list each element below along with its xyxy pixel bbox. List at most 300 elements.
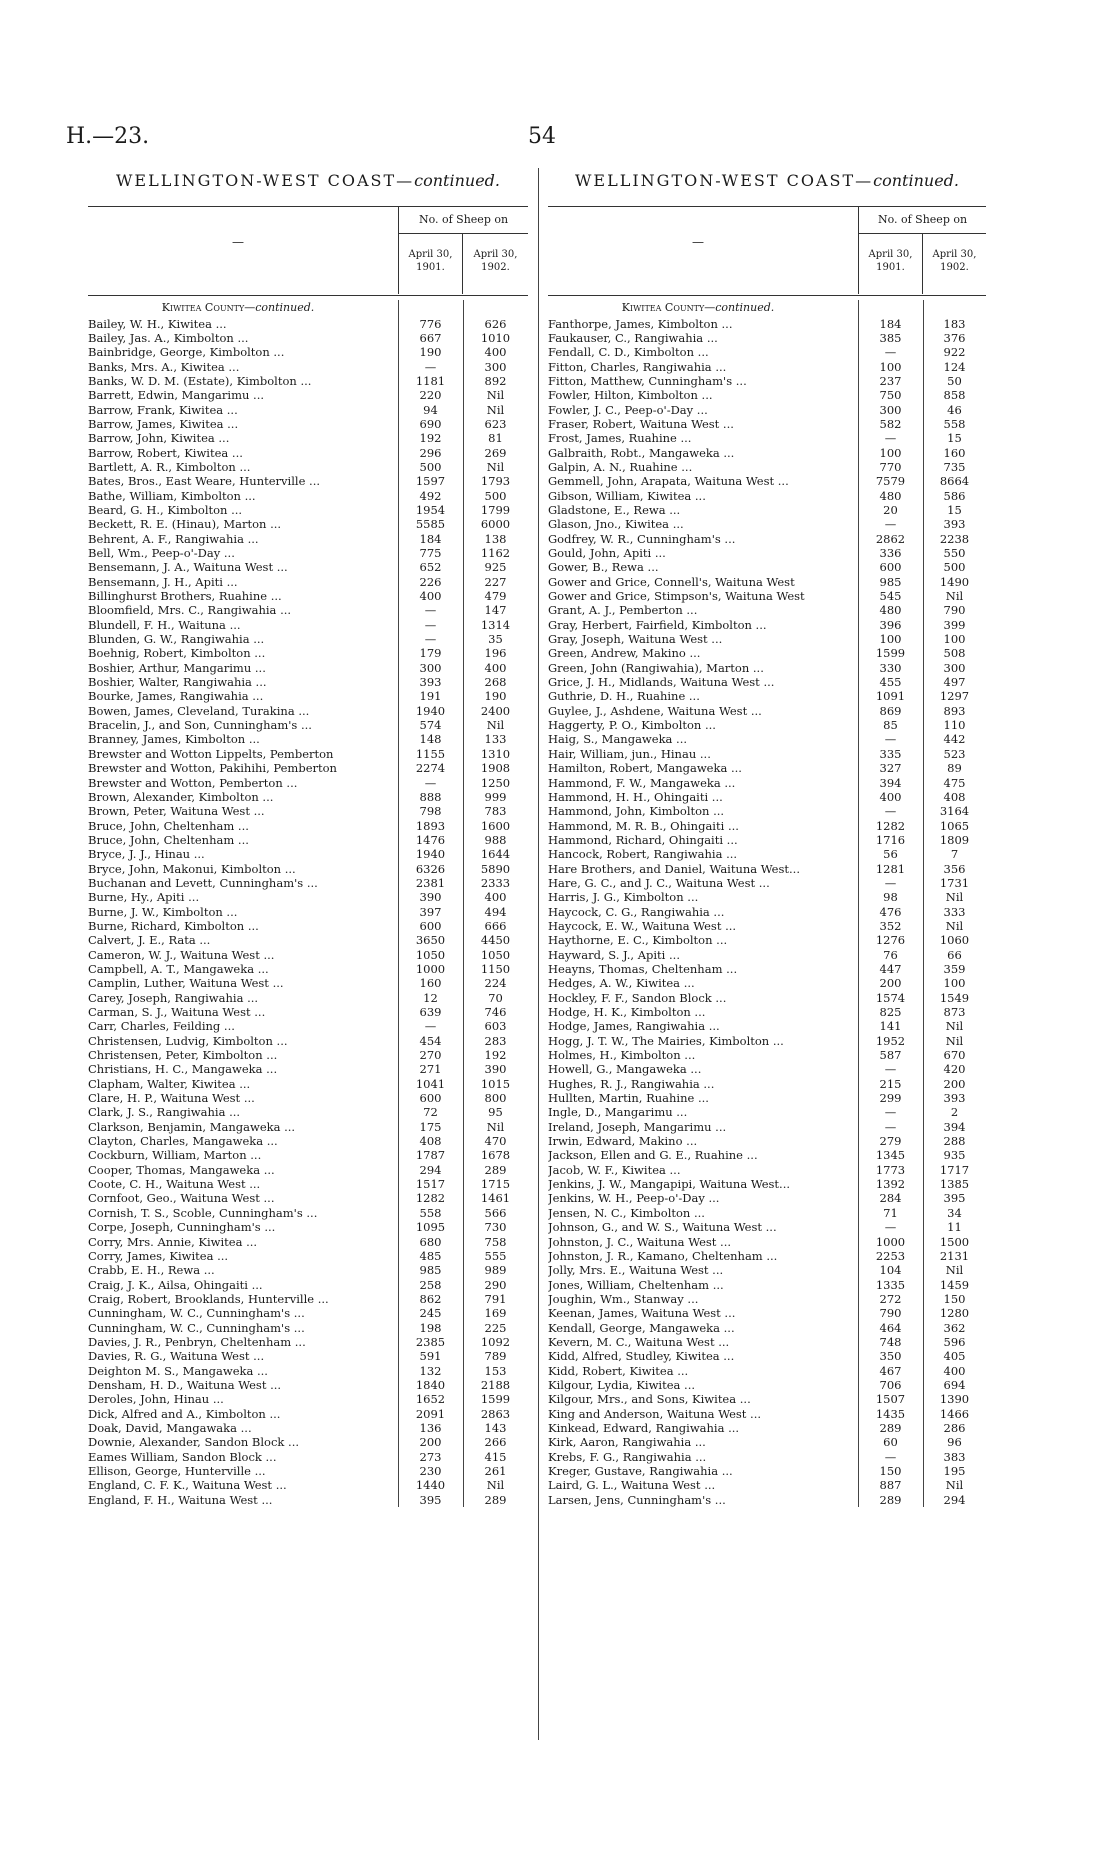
table-row xyxy=(88,1306,528,1320)
owner-name: Grice, J. H., Midlands, Waituna West ... xyxy=(548,675,775,690)
sheep-1902: 791 xyxy=(484,1291,507,1306)
table-row xyxy=(548,417,986,431)
owner-name: Kilgour, Mrs., and Sons, Kiwitea ... xyxy=(548,1392,751,1407)
sheep-1902: 500 xyxy=(484,488,507,503)
sheep-1902: 15 xyxy=(947,431,962,446)
owner-name: Davies, R. G., Waituna West ... xyxy=(88,1349,265,1364)
owner-name: Kilgour, Lydia, Kiwitea ... xyxy=(548,1377,696,1392)
sheep-1901: 72 xyxy=(423,1105,438,1120)
owner-name: Hammond, Richard, Ohingaiti ... xyxy=(548,832,738,847)
sheep-1901: 200 xyxy=(879,976,902,991)
table-row xyxy=(88,1407,528,1421)
owner-name: Ellison, George, Hunterville ... xyxy=(88,1464,266,1478)
owner-name: Gower and Grice, Connell's, Waituna West xyxy=(548,574,795,589)
sheep-1901: 574 xyxy=(419,718,442,733)
table-body xyxy=(88,300,528,1507)
table-row xyxy=(548,991,986,1005)
owner-name: Kreger, Gustave, Rangiwahia ... xyxy=(548,1464,733,1478)
sheep-1902: 224 xyxy=(484,976,507,991)
sheep-1901: 100 xyxy=(879,359,902,374)
owner-name: Carman, S. J., Waituna West ... xyxy=(88,1005,266,1019)
sheep-1901: 98 xyxy=(883,890,898,905)
table-row xyxy=(88,1493,528,1507)
sheep-1902: 2131 xyxy=(939,1248,970,1263)
owner-name: Hayward, S. J., Apiti ... xyxy=(548,947,680,962)
sheep-1901: 215 xyxy=(879,1076,902,1091)
table-row xyxy=(548,1292,986,1306)
owner-name: Bloomfield, Mrs. C., Rangiwahia ... xyxy=(88,603,292,618)
table-row xyxy=(548,962,986,976)
table-row xyxy=(548,1349,986,1363)
sheep-1901: 492 xyxy=(419,488,442,503)
owner-name: Galbraith, Robt., Mangaweka ... xyxy=(548,445,735,460)
owner-name: Carr, Charles, Feilding ... xyxy=(88,1019,235,1034)
sheep-1901: 480 xyxy=(879,488,902,503)
owner-name: Corry, James, Kiwitea ... xyxy=(88,1248,229,1263)
owner-name: Gladstone, E., Rewa ... xyxy=(548,502,681,517)
sheep-1901: 71 xyxy=(883,1205,898,1220)
table-row xyxy=(548,374,986,388)
owner-name: Jenkins, W. H., Peep-o'-Day ... xyxy=(548,1191,720,1206)
sheep-1901: 327 xyxy=(879,761,902,776)
sheep-1902: 96 xyxy=(947,1435,962,1450)
sheep-1902: 400 xyxy=(484,890,507,905)
table-row xyxy=(548,948,986,962)
sheep-1902: Nil xyxy=(486,459,505,474)
sheep-1901: 464 xyxy=(879,1320,902,1335)
sheep-1902: 1490 xyxy=(939,574,970,589)
owner-name: England, F. H., Waituna West ... xyxy=(88,1492,273,1507)
sheep-1901: 1574 xyxy=(875,990,906,1005)
owner-name: Guthrie, D. H., Ruahine ... xyxy=(548,689,700,704)
county-name: Kiwitea County— xyxy=(161,301,256,314)
table-row xyxy=(88,618,528,632)
sheep-1901: 582 xyxy=(879,416,902,431)
owner-name: Camplin, Luther, Waituna West ... xyxy=(88,976,284,991)
sheep-1902: 2863 xyxy=(480,1406,511,1421)
sheep-1901: 190 xyxy=(419,345,442,360)
sheep-1901: 775 xyxy=(419,546,442,560)
sheep-1902: 988 xyxy=(484,832,507,847)
sheep-1901: 1787 xyxy=(415,1148,446,1163)
table-row xyxy=(548,474,986,488)
table-row xyxy=(88,1191,528,1205)
sheep-1902: 1600 xyxy=(480,818,511,833)
owner-name: Holmes, H., Kimbolton ... xyxy=(548,1048,696,1063)
sheep-1902: 46 xyxy=(947,402,962,417)
sheep-1901: 7579 xyxy=(875,474,906,489)
table-row xyxy=(88,1077,528,1091)
table-row xyxy=(88,1321,528,1335)
sheep-1901: — xyxy=(424,1019,437,1034)
sheep-1902: 147 xyxy=(484,603,507,618)
sheep-1902: 603 xyxy=(484,1019,507,1034)
table-row xyxy=(548,689,986,703)
table-row xyxy=(88,1349,528,1363)
owner-name: Hare, G. C., and J. C., Waituna West ... xyxy=(548,875,770,890)
owner-name: Laird, G. L., Waituna West ... xyxy=(548,1478,716,1493)
owner-name: Bourke, James, Rangiwahia ... xyxy=(88,689,264,704)
owner-name: Irwin, Edward, Makino ... xyxy=(548,1134,698,1149)
county-heading xyxy=(548,300,848,317)
owner-name: Christensen, Ludvig, Kimbolton ... xyxy=(88,1033,288,1048)
sheep-1901: 294 xyxy=(419,1162,442,1177)
sheep-1901: 1940 xyxy=(415,847,446,862)
sheep-1902: 283 xyxy=(484,1033,507,1048)
sheep-1902: 3164 xyxy=(939,804,970,819)
sheep-1901: 350 xyxy=(879,1349,902,1364)
sheep-1901: 270 xyxy=(419,1048,442,1063)
owner-name: Bensemann, J. A., Waituna West ... xyxy=(88,560,288,575)
table-row xyxy=(88,905,528,919)
sheep-1902: 1280 xyxy=(939,1306,970,1321)
sheep-1901: 175 xyxy=(419,1119,442,1134)
sheep-1901: 85 xyxy=(883,718,898,733)
owner-name: Hullten, Martin, Ruahine ... xyxy=(548,1091,709,1106)
table-row xyxy=(88,890,528,904)
sheep-count-group-header: No. of Sheep on xyxy=(398,207,528,234)
sheep-1901: — xyxy=(884,345,897,360)
owner-name: Cooper, Thomas, Mangaweka ... xyxy=(88,1162,275,1177)
left-column xyxy=(88,168,528,1507)
table-row xyxy=(548,776,986,790)
county-suffix: continued. xyxy=(255,301,315,314)
sheep-1902: 138 xyxy=(484,531,507,546)
sheep-1901: 748 xyxy=(879,1334,902,1349)
sheep-1902: 362 xyxy=(943,1320,966,1335)
sheep-1901: 226 xyxy=(419,574,442,589)
owner-name: Cunningham, W. C., Cunningham's ... xyxy=(88,1320,305,1335)
owner-name: Bell, Wm., Peep-o'-Day ... xyxy=(88,546,235,560)
sheep-1902: 1010 xyxy=(480,330,511,345)
sheep-1901: 790 xyxy=(879,1306,902,1321)
table-row xyxy=(88,1292,528,1306)
owner-name: Downie, Alexander, Sandon Block ... xyxy=(88,1435,300,1450)
owner-name: Cameron, W. J., Waituna West ... xyxy=(88,947,275,962)
sheep-1902: 110 xyxy=(943,718,966,733)
owner-name: Kidd, Robert, Kiwitea ... xyxy=(548,1363,689,1378)
sheep-1901: 2274 xyxy=(415,761,446,776)
column-title-suffix: continued. xyxy=(414,171,501,190)
sheep-1901: 1282 xyxy=(415,1191,446,1206)
table-row xyxy=(88,1235,528,1249)
sheep-1902: Nil xyxy=(945,1033,964,1048)
owner-name: Hancock, Robert, Rangiwahia ... xyxy=(548,847,738,862)
sheep-1901: 750 xyxy=(879,388,902,403)
table-row xyxy=(88,732,528,746)
owner-name: Beckett, R. E. (Hinau), Marton ... xyxy=(88,517,282,532)
table-row xyxy=(88,661,528,675)
sheep-1902: 694 xyxy=(943,1377,966,1392)
sheep-1901: 400 xyxy=(879,789,902,804)
owner-name: Banks, W. D. M. (Estate), Kimbolton ... xyxy=(88,373,312,388)
table-row xyxy=(548,646,986,660)
owner-name: Bowen, James, Cleveland, Turakina ... xyxy=(88,703,310,718)
sheep-1901: 558 xyxy=(419,1205,442,1220)
table-row xyxy=(548,976,986,990)
sheep-1902: 1549 xyxy=(939,990,970,1005)
owner-name: Buchanan and Levett, Cunningham's ... xyxy=(88,875,318,890)
sheep-1902: 1717 xyxy=(939,1162,970,1177)
sheep-1902: 1459 xyxy=(939,1277,970,1292)
owner-name: Gibson, William, Kiwitea ... xyxy=(548,488,706,503)
table-row xyxy=(88,575,528,589)
owner-name: Barrett, Edwin, Mangarimu ... xyxy=(88,388,265,403)
owner-name: Jensen, N. C., Kimbolton ... xyxy=(548,1205,705,1220)
column-title-text: WELLINGTON-WEST COAST— xyxy=(115,171,415,190)
table-row xyxy=(88,1134,528,1148)
sheep-1901: 394 xyxy=(879,775,902,790)
sheep-1902: Nil xyxy=(945,918,964,933)
owner-name: Joughin, Wm., Stanway ... xyxy=(548,1291,699,1306)
sheep-1901: 296 xyxy=(419,445,442,460)
table-row xyxy=(548,1177,986,1191)
table-row xyxy=(548,1450,986,1464)
sheep-1901: 1716 xyxy=(875,832,906,847)
sheep-1902: 758 xyxy=(484,1234,507,1249)
sheep-1902: 390 xyxy=(484,1062,507,1077)
table-row xyxy=(88,1421,528,1435)
table-row xyxy=(88,317,528,331)
table-row xyxy=(88,1249,528,1263)
owner-name: Larsen, Jens, Cunningham's ... xyxy=(548,1492,726,1507)
owner-name: Frost, James, Ruahine ... xyxy=(548,431,692,446)
sheep-1901: 985 xyxy=(879,574,902,589)
owner-name: Bates, Bros., East Weare, Hunterville ... xyxy=(88,474,320,489)
sheep-1902: 1466 xyxy=(939,1406,970,1421)
sheep-1901: 887 xyxy=(879,1478,902,1493)
table-row xyxy=(88,790,528,804)
owner-name: Hammond, M. R. B., Ohingaiti ... xyxy=(548,818,739,833)
table-row xyxy=(88,1464,528,1478)
sheep-1901: 2091 xyxy=(415,1406,446,1421)
column-rule xyxy=(858,300,859,1507)
owner-name: Kidd, Alfred, Studley, Kiwitea ... xyxy=(548,1349,735,1364)
table-row xyxy=(88,862,528,876)
table-header xyxy=(548,206,986,296)
county-name: Kiwitea County— xyxy=(621,301,716,314)
sheep-1901: 299 xyxy=(879,1091,902,1106)
sheep-1902: 34 xyxy=(947,1205,962,1220)
sheep-1902: Nil xyxy=(945,1019,964,1034)
sheep-1901: 284 xyxy=(879,1191,902,1206)
sheep-1901: 336 xyxy=(879,546,902,560)
sheep-1901: 447 xyxy=(879,961,902,976)
sheep-1902: 359 xyxy=(943,961,966,976)
table-row xyxy=(548,1364,986,1378)
sheep-1902: 394 xyxy=(943,1119,966,1134)
sheep-1901: 271 xyxy=(419,1062,442,1077)
table-row xyxy=(88,1450,528,1464)
table-row xyxy=(548,704,986,718)
sheep-1901: 985 xyxy=(419,1263,442,1278)
table-row xyxy=(88,460,528,474)
owner-name: Jenkins, J. W., Mangapipi, Waituna West... xyxy=(548,1177,791,1192)
sheep-1901: 1597 xyxy=(415,474,446,489)
table-row xyxy=(548,603,986,617)
sheep-1901: 104 xyxy=(879,1263,902,1278)
sheep-1902: 196 xyxy=(484,646,507,661)
county-heading xyxy=(88,300,388,317)
sheep-1901: 230 xyxy=(419,1464,442,1478)
sheep-1902: Nil xyxy=(486,718,505,733)
table-row xyxy=(88,589,528,603)
sheep-1901: 600 xyxy=(419,1091,442,1106)
table-row xyxy=(88,718,528,732)
owner-name: Fitton, Charles, Rangiwahia ... xyxy=(548,359,727,374)
sheep-1901: — xyxy=(424,775,437,790)
sheep-1901: 600 xyxy=(419,918,442,933)
sheep-1901: 100 xyxy=(879,632,902,647)
sheep-1902: 66 xyxy=(947,947,962,962)
owner-name: Fowler, J. C., Peep-o'-Day ... xyxy=(548,402,708,417)
owner-name: Banks, Mrs. A., Kiwitea ... xyxy=(88,359,240,374)
sheep-1902: 1050 xyxy=(480,947,511,962)
table-row xyxy=(88,1263,528,1277)
table-row xyxy=(88,675,528,689)
owner-name: Billinghurst Brothers, Ruahine ... xyxy=(88,589,282,604)
table-row xyxy=(548,1034,986,1048)
sheep-1901: 600 xyxy=(879,560,902,575)
table-row xyxy=(548,790,986,804)
owner-rows xyxy=(548,317,986,1508)
table-row xyxy=(548,532,986,546)
sheep-1901: 591 xyxy=(419,1349,442,1364)
sheep-1902: 1385 xyxy=(939,1177,970,1192)
owner-name: Johnston, J. C., Waituna West ... xyxy=(548,1234,732,1249)
sheep-1901: 798 xyxy=(419,804,442,819)
sheep-1902: 81 xyxy=(488,431,503,446)
owner-name: Krebs, F. G., Rangiwahia ... xyxy=(548,1449,707,1464)
owner-name: Bartlett, A. R., Kimbolton ... xyxy=(88,459,251,474)
sheep-1902: 1644 xyxy=(480,847,511,862)
sheep-1901: 150 xyxy=(879,1464,902,1478)
sheep-1901: 1952 xyxy=(875,1033,906,1048)
owner-name: Fitton, Matthew, Cunningham's ... xyxy=(548,373,747,388)
owner-name: Kirk, Aaron, Rangiwahia ... xyxy=(548,1435,706,1450)
owner-name: Bruce, John, Cheltenham ... xyxy=(88,818,249,833)
table-row xyxy=(88,345,528,359)
owner-name: Green, Andrew, Makino ... xyxy=(548,646,701,661)
sheep-1902: Nil xyxy=(486,1119,505,1134)
sheep-1901: 1155 xyxy=(415,746,446,761)
table-row xyxy=(548,862,986,876)
sheep-1902: 1731 xyxy=(939,875,970,890)
table-row xyxy=(88,374,528,388)
sheep-1902: 475 xyxy=(943,775,966,790)
table-row xyxy=(548,905,986,919)
owner-name: Kinkead, Edward, Rangiwahia ... xyxy=(548,1420,740,1435)
sheep-1901: 862 xyxy=(419,1291,442,1306)
sheep-1901: 1840 xyxy=(415,1377,446,1392)
sheep-1902: 935 xyxy=(943,1148,966,1163)
table-row xyxy=(88,1034,528,1048)
sheep-1902: 227 xyxy=(484,574,507,589)
sheep-1902: 470 xyxy=(484,1134,507,1149)
owner-name: Guylee, J., Ashdene, Waituna West ... xyxy=(548,703,762,718)
sheep-1901: 2253 xyxy=(875,1248,906,1263)
sheep-1902: Nil xyxy=(486,1478,505,1493)
table-row xyxy=(88,560,528,574)
owner-name: Beard, G. H., Kimbolton ... xyxy=(88,502,243,517)
table-row xyxy=(548,1249,986,1263)
sheep-1902: 300 xyxy=(484,359,507,374)
owner-rows xyxy=(88,317,528,1508)
sheep-1902: 5890 xyxy=(480,861,511,876)
owner-name: Blundell, F. H., Waituna ... xyxy=(88,617,241,632)
owner-name: Barrow, Frank, Kiwitea ... xyxy=(88,402,238,417)
owner-name: Haycock, E. W., Waituna West ... xyxy=(548,918,737,933)
sheep-1902: 2333 xyxy=(480,875,511,890)
sheep-1901: 258 xyxy=(419,1277,442,1292)
table-row xyxy=(88,1048,528,1062)
sheep-1902: 288 xyxy=(943,1134,966,1149)
sheep-1901: 545 xyxy=(879,589,902,604)
table-row xyxy=(88,976,528,990)
column-rule xyxy=(398,300,399,1507)
owner-name: Haythorne, E. C., Kimbolton ... xyxy=(548,933,728,948)
sheep-1902: 494 xyxy=(484,904,507,919)
owner-name: Hair, William, jun., Hinau ... xyxy=(548,746,711,761)
owner-name: Gray, Joseph, Waituna West ... xyxy=(548,632,723,647)
owner-name: Fraser, Robert, Waituna West ... xyxy=(548,416,734,431)
owner-name: Gray, Herbert, Fairfield, Kimbolton ... xyxy=(548,617,767,632)
sheep-1901: 56 xyxy=(883,847,898,862)
owner-name: Bruce, John, Cheltenham ... xyxy=(88,832,249,847)
sheep-1901: 706 xyxy=(879,1377,902,1392)
table-row xyxy=(88,1120,528,1134)
sheep-1901: 192 xyxy=(419,431,442,446)
sheep-1902: 8664 xyxy=(939,474,970,489)
sheep-1902: 415 xyxy=(484,1449,507,1464)
sheep-1902: 893 xyxy=(943,703,966,718)
owner-name: England, C. F. K., Waituna West ... xyxy=(88,1478,287,1493)
table-row xyxy=(88,1005,528,1019)
sheep-1902: 1310 xyxy=(480,746,511,761)
header-1902: April 30, 1902. xyxy=(473,249,518,273)
sheep-1902: 596 xyxy=(943,1334,966,1349)
sheep-1901: 289 xyxy=(879,1492,902,1507)
sheep-1901: — xyxy=(884,804,897,819)
owner-name: Hammond, John, Kimbolton ... xyxy=(548,804,725,819)
sheep-1901: 148 xyxy=(419,732,442,747)
table-row xyxy=(88,1206,528,1220)
owner-name: Gould, John, Apiti ... xyxy=(548,546,666,560)
owner-name: Faukauser, C., Rangiwahia ... xyxy=(548,330,718,345)
owner-name: Carey, Joseph, Rangiwahia ... xyxy=(88,990,259,1005)
sheep-1902: 95 xyxy=(488,1105,503,1120)
owner-name: Clayton, Charles, Mangaweka ... xyxy=(88,1134,278,1149)
sheep-1901: 825 xyxy=(879,1005,902,1019)
sheep-1902: 789 xyxy=(484,1349,507,1364)
owner-name: Hammond, H. H., Ohingaiti ... xyxy=(548,789,723,804)
sheep-1901: 76 xyxy=(883,947,898,962)
table-row xyxy=(548,833,986,847)
sheep-1902: 383 xyxy=(943,1449,966,1464)
sheep-1901: 279 xyxy=(879,1134,902,1149)
sheep-1901: 245 xyxy=(419,1306,442,1321)
sheep-1901: — xyxy=(884,732,897,747)
table-row xyxy=(88,1220,528,1234)
sheep-1902: 376 xyxy=(943,330,966,345)
table-row xyxy=(548,847,986,861)
sheep-1901: 237 xyxy=(879,373,902,388)
header-1902: April 30, 1902. xyxy=(932,249,977,273)
sheep-1902: 15 xyxy=(947,502,962,517)
table-row xyxy=(548,589,986,603)
table-row xyxy=(548,1478,986,1492)
owner-name: Barrow, Robert, Kiwitea ... xyxy=(88,445,243,460)
